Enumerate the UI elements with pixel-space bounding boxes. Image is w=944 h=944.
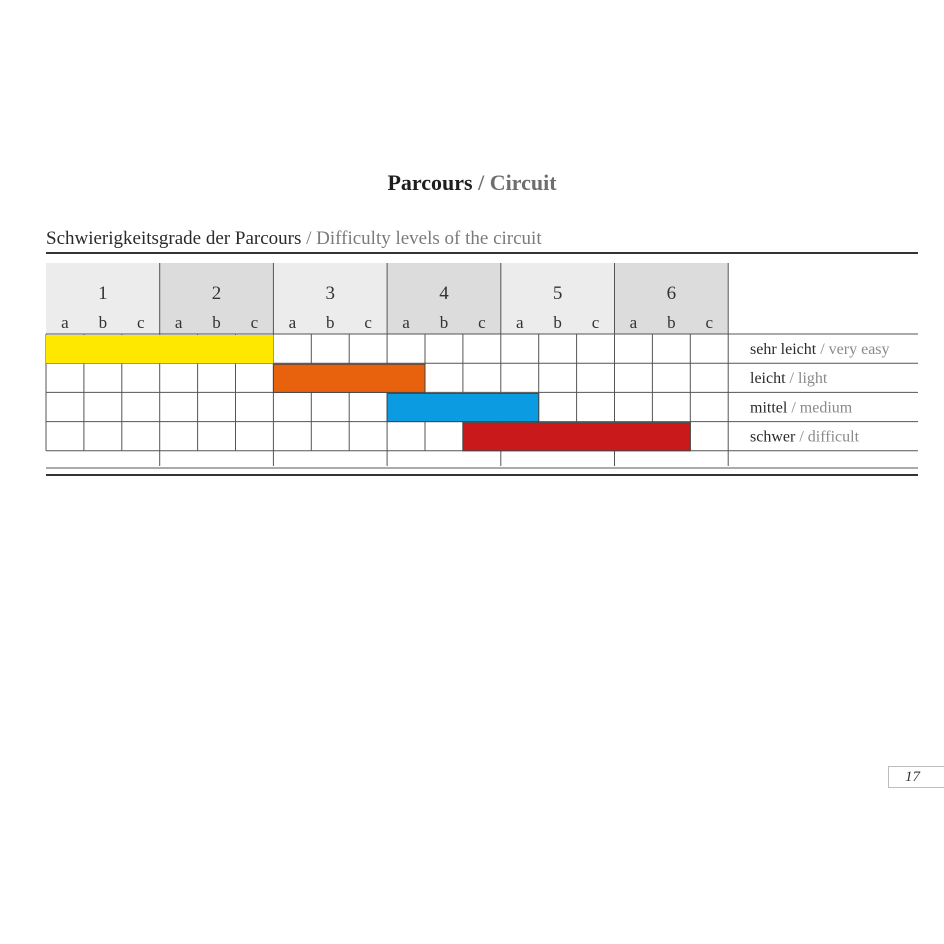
level-label-german: leicht [750,370,790,388]
section-heading-english: Difficulty levels of the circuit [316,228,542,249]
section-heading-separator: / [306,228,312,249]
subcolumn-label: a [174,313,183,332]
group-number: 2 [211,283,222,304]
level-label-german: schwer [750,428,800,446]
group-number: 3 [325,283,335,304]
subcolumn-label: c [250,313,259,332]
bottom-rule [46,474,918,476]
level-label-english: light [798,370,828,388]
subcolumn-label: c [136,313,145,332]
subcolumn-label: a [402,313,410,332]
page-number: 17 [888,766,944,788]
group-number: 4 [439,283,449,304]
subcolumn-label: b [553,313,562,332]
subcolumn-label: b [439,313,449,332]
subcolumn-label: c [478,313,486,332]
level-label [750,341,890,358]
difficulty-bar-4 [463,423,690,451]
group-number: 1 [98,283,108,304]
level-label-german: sehr leicht [750,341,821,358]
level-label-separator: / [791,399,800,417]
subcolumn-label: a [288,313,297,332]
group-number: 5 [552,283,563,304]
level-label-separator: / [799,428,808,446]
title-german: Parcours [387,170,473,195]
level-label-separator: / [820,341,829,358]
difficulty-bar-3 [387,393,539,421]
subcolumn-label: b [326,313,335,332]
group-number: 6 [666,283,677,304]
subcolumn-label: c [705,313,714,332]
level-label-english: very easy [828,341,890,358]
subcolumn-label: b [212,313,221,332]
title-english: Circuit [489,170,557,195]
level-label-separator: / [789,370,798,388]
level-label [750,429,860,446]
subcolumn-label: a [61,313,69,332]
level-label-german: mittel [750,399,792,417]
level-label [750,399,853,416]
subcolumn-label: b [667,313,676,332]
subcolumn-label: a [629,313,638,332]
subcolumn-label: b [98,313,108,332]
level-label [750,370,828,387]
subcolumn-label: c [364,313,372,332]
difficulty-bar-1 [46,335,273,363]
section-heading-german: Schwierigkeitsgrade der Parcours [46,228,302,249]
level-label-english: difficult [807,428,860,446]
subcolumn-label: a [515,313,524,332]
subcolumn-label: c [591,313,600,332]
title-separator: / [478,170,485,195]
difficulty-bar-2 [273,364,425,392]
level-label-english: medium [799,399,853,417]
